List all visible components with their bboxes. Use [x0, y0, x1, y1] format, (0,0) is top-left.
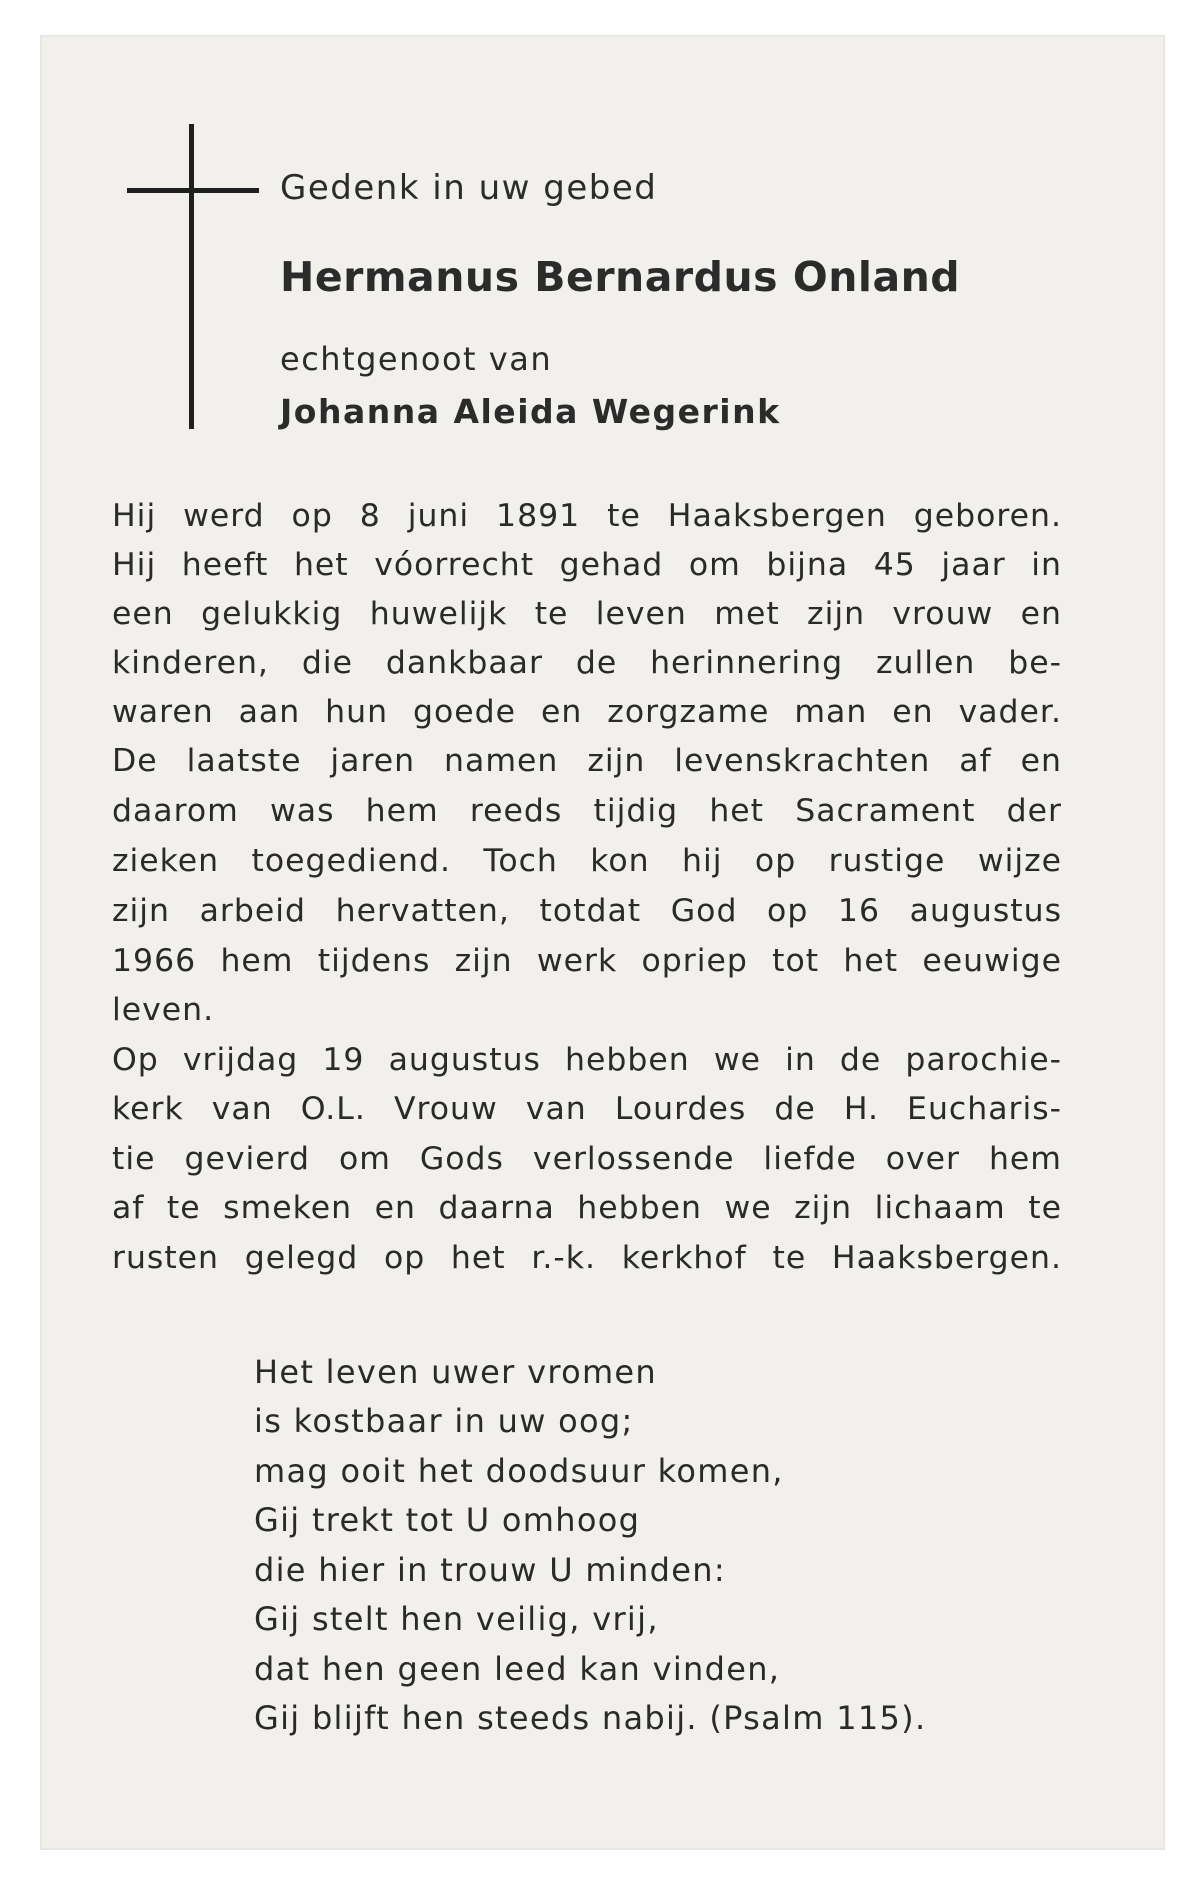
body-line: De laatste jaren namen zijn levenskrachten af en: [112, 743, 1062, 779]
body-line: 1966 hem tijdens zijn werk opriep tot het eeuwige: [112, 943, 1062, 979]
poem-line: dat hen geen leed kan vinden,: [254, 1650, 781, 1688]
poem-line: Het leven uwer vromen: [254, 1353, 658, 1391]
body-line: kinderen, die dankbaar de herinnering zullen be-: [112, 645, 1062, 681]
cross-icon-bar: [127, 188, 259, 193]
body-line: leven.: [112, 992, 215, 1028]
cross-icon: [189, 124, 194, 429]
body-line: Hij heeft het vóorrecht gehad om bijna 45 jaar in: [112, 547, 1062, 583]
relation-text: echtgenoot van: [280, 340, 553, 378]
body-line: daarom was hem reeds tijdig het Sacrament der: [112, 793, 1062, 829]
prayer-heading: Gedenk in uw gebed: [280, 168, 658, 208]
poem-line: is kostbaar in uw oog;: [254, 1402, 634, 1440]
poem-line: Gij stelt hen veilig, vrij,: [254, 1600, 659, 1638]
poem-line: die hier in trouw U minden:: [254, 1551, 726, 1589]
spouse-name: Johanna Aleida Wegerink: [280, 392, 781, 431]
body-line: Op vrijdag 19 augustus hebben we in de parochie-: [112, 1042, 1062, 1078]
body-line: kerk van O.L. Vrouw van Lourdes de H. Eucharis-: [112, 1091, 1062, 1127]
poem-line: mag ooit het doodsuur komen,: [254, 1452, 784, 1490]
body-line: rusten gelegd op het r.-k. kerkhof te Haaksbergen.: [112, 1240, 1062, 1276]
body-line: een gelukkig huwelijk te leven met zijn vrouw en: [112, 596, 1062, 632]
poem-line: Gij blijft hen steeds nabij. (Psalm 115).: [254, 1699, 927, 1737]
body-line: af te smeken en daarna hebben we zijn lichaam te: [112, 1190, 1062, 1226]
body-line: waren aan hun goede en zorgzame man en vader.: [112, 694, 1062, 730]
deceased-name: Hermanus Bernardus Onland: [280, 253, 961, 301]
body-line: zieken toegediend. Toch kon hij op rustige wijze: [112, 843, 1062, 879]
body-line: zijn arbeid hervatten, totdat God op 16 augustus: [112, 893, 1062, 929]
poem-line: Gij trekt tot U omhoog: [254, 1501, 641, 1539]
body-line: Hij werd op 8 juni 1891 te Haaksbergen geboren.: [112, 498, 1062, 534]
body-line: tie gevierd om Gods verlossende liefde over hem: [112, 1141, 1062, 1177]
